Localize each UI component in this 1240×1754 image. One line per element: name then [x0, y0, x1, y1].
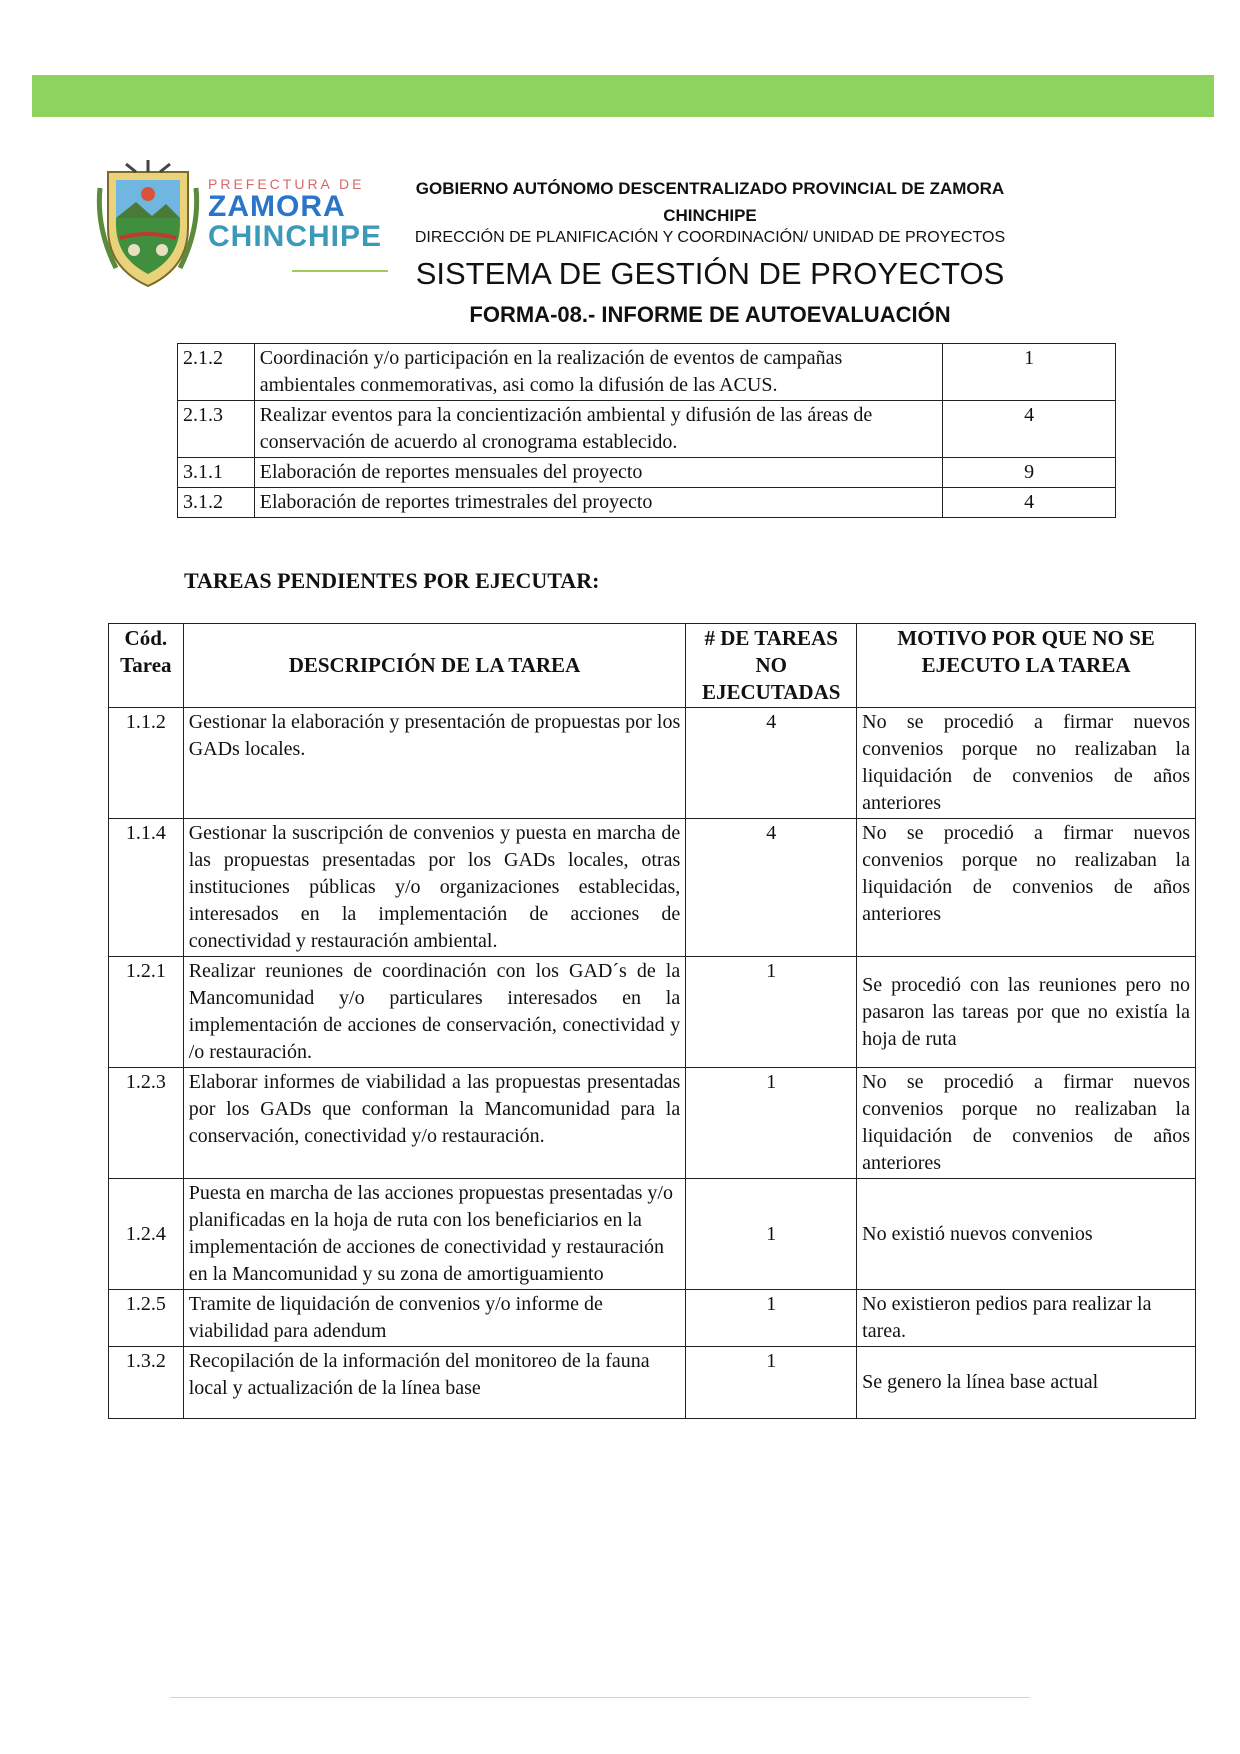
header-reason-line1: MOTIVO POR QUE NO SE — [897, 626, 1155, 650]
direction-subtitle: DIRECCIÓN DE PLANIFICACIÓN Y COORDINACIÓN/ UNIDAD DE PROYECTOS — [414, 229, 1006, 246]
header-code-line2: Tarea — [120, 653, 172, 677]
header-reason — [857, 624, 1196, 708]
table-row — [109, 1290, 1196, 1347]
task-count: 9 — [943, 458, 1116, 488]
task-description: Realizar reuniones de coordinación con los GAD´s de la Mancomunidad y/o particulares interesados en la implementación de acciones de conservación, conectividad y /o restauración. — [183, 957, 686, 1068]
top-green-bar — [32, 75, 1214, 117]
task-reason: No existieron pedios para realizar la tarea. — [857, 1290, 1196, 1347]
footer-divider — [170, 1697, 1030, 1698]
form-title: FORMA-08.- INFORME DE AUTOEVALUACIÓN — [469, 302, 951, 327]
table-row — [178, 458, 1116, 488]
task-description: Gestionar la elaboración y presentación de propuestas por los GADs locales. — [183, 708, 686, 819]
header-count-line3: EJECUTADAS — [701, 680, 841, 704]
task-code: 2.1.2 — [178, 344, 255, 401]
task-count: 1 — [686, 957, 857, 1068]
table-row — [178, 401, 1116, 458]
system-title: SISTEMA DE GESTIÓN DE PROYECTOS — [415, 256, 1005, 291]
table-row — [109, 1068, 1196, 1179]
task-code: 3.1.2 — [178, 488, 255, 518]
task-description: Elaborar informes de viabilidad a las propuestas presentadas por los GADs que conforman la Mancomunidad para la conservación, conectividad y/o restauración. — [183, 1068, 686, 1179]
task-description: Gestionar la suscripción de convenios y puesta en marcha de las propuestas presentadas por los GADs locales, otras instituciones públicas y/o organizaciones establecidas, interesados en la implementación de acciones de conectividad y restauración ambiental. — [183, 819, 686, 957]
task-count: 1 — [686, 1290, 857, 1347]
header-reason-line2: EJECUTO LA TAREA — [921, 653, 1131, 677]
government-title-line2: CHINCHIPE — [663, 206, 757, 225]
task-reason: No existió nuevos convenios — [857, 1179, 1196, 1290]
table-row — [109, 1179, 1196, 1290]
task-count: 4 — [686, 819, 857, 957]
header-description: DESCRIPCIÓN DE LA TAREA — [183, 624, 686, 708]
table-row — [109, 819, 1196, 957]
task-code: 2.1.3 — [178, 401, 255, 458]
task-count: 1 — [686, 1179, 857, 1290]
brand-wordmark — [208, 176, 382, 252]
table-row — [109, 708, 1196, 819]
table-row — [109, 1347, 1196, 1419]
brand-zamora-text: ZAMORA — [208, 190, 346, 223]
task-code: 1.1.4 — [109, 819, 184, 957]
task-reason: No se procedió a firmar nuevos convenios porque no realizaban la liquidación de convenios de años anteriores — [857, 708, 1196, 819]
task-reason: No se procedió a firmar nuevos convenios porque no realizaban la liquidación de convenios de años anteriores — [857, 819, 1196, 957]
task-code: 1.2.4 — [109, 1179, 184, 1290]
header-count-line1: # DE TAREAS — [704, 626, 838, 650]
task-code: 3.1.1 — [178, 458, 255, 488]
task-description: Realizar eventos para la concientización ambiental y difusión de las áreas de conservación de acuerdo al cronograma establecido. — [254, 401, 942, 458]
coat-of-arms-logo — [96, 158, 200, 290]
task-code: 1.1.2 — [109, 708, 184, 819]
task-count: 1 — [943, 344, 1116, 401]
task-code: 1.2.1 — [109, 957, 184, 1068]
task-description: Coordinación y/o participación en la realización de eventos de campañas ambientales conmemorativas, asi como la difusión de las ACUS. — [254, 344, 942, 401]
task-code: 1.3.2 — [109, 1347, 184, 1419]
table-header-row — [109, 624, 1196, 708]
government-title-line1: GOBIERNO AUTÓNOMO DESCENTRALIZADO PROVINCIAL DE ZAMORA — [415, 179, 1005, 198]
task-description: Recopilación de la información del monitoreo de la fauna local y actualización de la línea base — [183, 1347, 686, 1419]
task-reason: Se genero la línea base actual — [857, 1347, 1196, 1419]
pending-tasks-title: TAREAS PENDIENTES POR EJECUTAR: — [184, 568, 600, 593]
task-description: Elaboración de reportes trimestrales del proyecto — [254, 488, 942, 518]
task-count: 4 — [943, 401, 1116, 458]
table-row — [178, 344, 1116, 401]
task-count: 1 — [686, 1347, 857, 1419]
table-row — [109, 957, 1196, 1068]
brand-underline — [292, 270, 388, 272]
task-code: 1.2.5 — [109, 1290, 184, 1347]
header-count-line2: NO — [755, 653, 787, 677]
header-code — [109, 624, 184, 708]
task-description: Puesta en marcha de las acciones propuestas presentadas y/o planificadas en la hoja de ruta con los beneficiarios en la implementación de acciones de conectividad y restauración en la Mancomunidad y su zona de amortiguamiento — [183, 1179, 686, 1290]
brand-chinchipe-text: CHINCHIPE — [208, 220, 383, 253]
header-code-line1: Cód. — [124, 626, 168, 650]
task-count: 1 — [686, 1068, 857, 1179]
task-description: Tramite de liquidación de convenios y/o informe de viabilidad para adendum — [183, 1290, 686, 1347]
brand-small-text: PREFECTURA DE — [208, 176, 365, 192]
table-row — [178, 488, 1116, 518]
task-count: 4 — [686, 708, 857, 819]
task-reason: No se procedió a firmar nuevos convenios porque no realizaban la liquidación de convenios de años anteriores — [857, 1068, 1196, 1179]
task-reason: Se procedió con las reuniones pero no pasaron las tareas por que no existía la hoja de ruta — [857, 957, 1196, 1068]
task-code: 1.2.3 — [109, 1068, 184, 1179]
pending-tasks-table — [108, 623, 1196, 1419]
government-title — [380, 175, 1040, 229]
task-count: 4 — [943, 488, 1116, 518]
header-count — [686, 624, 857, 708]
completed-tasks-table — [177, 343, 1116, 518]
task-description: Elaboración de reportes mensuales del proyecto — [254, 458, 942, 488]
